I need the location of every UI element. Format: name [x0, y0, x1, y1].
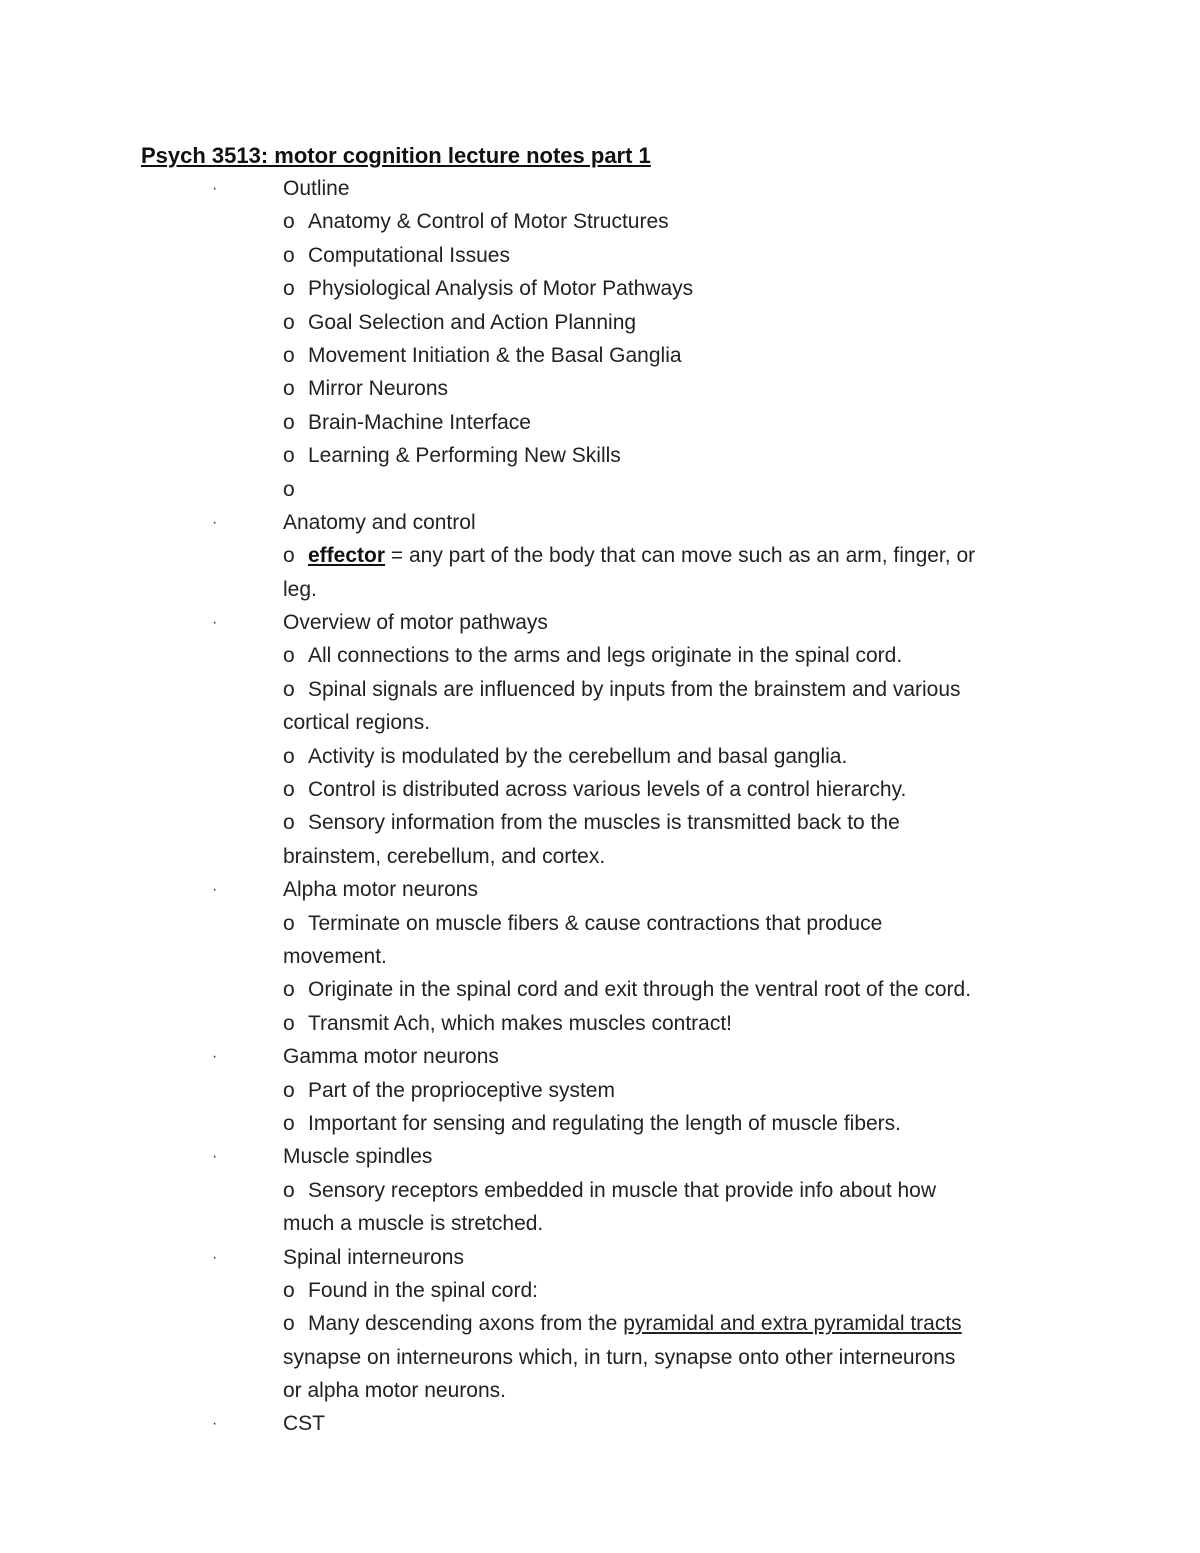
item-text: Sensory receptors embedded in muscle that provide info about how — [308, 1178, 937, 1202]
item-marker: o — [283, 778, 295, 802]
effector-definition: = any part of the body that can move such as an arm, finger, or — [385, 544, 976, 568]
item-text: All connections to the arms and legs originate in the spinal cord. — [308, 644, 903, 668]
item-text: Activity is modulated by the cerebellum and basal ganglia. — [308, 744, 848, 768]
spindles-item-continuation — [0, 1207, 1200, 1240]
anatomy-item — [0, 539, 1200, 572]
item-text: leg. — [283, 577, 317, 601]
heading-text: Anatomy and control — [283, 510, 476, 534]
item-marker: o — [283, 1111, 295, 1135]
item-text-lead: Many descending axons from the — [308, 1312, 624, 1336]
item-text: Sensory information from the muscles is transmitted back to the — [308, 811, 900, 835]
item-marker: o — [283, 310, 295, 334]
item-text — [308, 1307, 962, 1340]
item-marker: o — [283, 343, 295, 367]
bullet-dot: · — [212, 614, 218, 632]
gamma-item — [0, 1107, 1200, 1140]
item-marker: o — [283, 911, 295, 935]
item-text: Terminate on muscle fibers & cause contractions that produce — [308, 911, 883, 935]
notes-body — [0, 172, 1200, 1441]
item-text — [308, 539, 975, 572]
item-marker: o — [283, 444, 295, 468]
heading-text: Outline — [283, 177, 350, 200]
section-outline-heading — [0, 172, 1200, 205]
overview-item-continuation — [0, 840, 1200, 873]
outline-item-empty — [0, 473, 1200, 506]
section-anatomy-heading — [0, 506, 1200, 539]
section-overview-heading — [0, 606, 1200, 639]
spindles-item — [0, 1174, 1200, 1207]
item-marker: o — [283, 978, 295, 1002]
item-text: Mirror Neurons — [308, 377, 449, 401]
bullet-dot: · — [212, 1048, 218, 1066]
item-marker: o — [283, 1078, 295, 1102]
tracts-underlined-text: pyramidal and extra pyramidal tracts — [623, 1312, 962, 1336]
item-text: Physiological Analysis of Motor Pathways — [308, 277, 694, 301]
item-marker: o — [283, 811, 295, 835]
anatomy-item-continuation — [0, 573, 1200, 606]
item-marker: o — [283, 677, 295, 701]
item-marker: o — [283, 544, 295, 568]
bullet-dot: · — [212, 1148, 218, 1166]
heading-text: Gamma motor neurons — [283, 1045, 499, 1069]
overview-item — [0, 639, 1200, 672]
alpha-item — [0, 907, 1200, 940]
outline-item — [0, 272, 1200, 305]
bullet-dot: · — [212, 1415, 218, 1433]
item-text: Computational Issues — [308, 243, 510, 267]
heading-text: Muscle spindles — [283, 1145, 433, 1169]
bullet-dot: · — [212, 513, 218, 531]
item-marker: o — [283, 644, 295, 668]
bullet-dot: · — [212, 180, 218, 197]
item-marker: o — [283, 1011, 295, 1035]
section-gamma-heading — [0, 1040, 1200, 1073]
document-title: Psych 3513: motor cognition lecture notes part 1 — [141, 143, 651, 168]
item-text: or alpha motor neurons. — [283, 1379, 506, 1403]
outline-item — [0, 372, 1200, 405]
heading-text: CST — [283, 1412, 325, 1436]
overview-item-continuation — [0, 706, 1200, 739]
gamma-item — [0, 1074, 1200, 1107]
overview-item — [0, 773, 1200, 806]
item-text: Control is distributed across various levels of a control hierarchy. — [308, 778, 907, 802]
item-text: Found in the spinal cord: — [308, 1278, 538, 1302]
item-marker: o — [283, 744, 295, 768]
item-text: Learning & Performing New Skills — [308, 444, 621, 468]
interneurons-item-continuation — [0, 1374, 1200, 1407]
item-marker: o — [283, 1312, 295, 1336]
outline-item — [0, 306, 1200, 339]
item-text: Transmit Ach, which makes muscles contract! — [308, 1011, 733, 1035]
bullet-dot: · — [212, 1248, 218, 1266]
outline-item — [0, 205, 1200, 238]
item-text: Originate in the spinal cord and exit through the ventral root of the cord. — [308, 978, 972, 1002]
outline-item — [0, 239, 1200, 272]
heading-text: Overview of motor pathways — [283, 611, 548, 635]
item-marker: o — [283, 243, 295, 267]
item-text: Part of the proprioceptive system — [308, 1078, 615, 1102]
item-marker: o — [283, 477, 295, 501]
outline-item — [0, 339, 1200, 372]
bullet-dot: · — [212, 881, 218, 899]
item-marker: o — [283, 1278, 295, 1302]
overview-item — [0, 673, 1200, 706]
section-interneurons-heading — [0, 1241, 1200, 1274]
item-text: movement. — [283, 944, 387, 968]
item-marker: o — [283, 277, 295, 301]
heading-text: Alpha motor neurons — [283, 878, 478, 902]
item-text: Anatomy & Control of Motor Structures — [308, 210, 669, 234]
item-marker: o — [283, 377, 295, 401]
section-spindles-heading — [0, 1140, 1200, 1173]
section-alpha-heading — [0, 873, 1200, 906]
interneurons-item-continuation — [0, 1341, 1200, 1374]
interneurons-item — [0, 1307, 1200, 1340]
item-text: synapse on interneurons which, in turn, synapse onto other interneurons — [283, 1345, 956, 1369]
heading-text: Spinal interneurons — [283, 1245, 464, 1269]
item-text: much a muscle is stretched. — [283, 1212, 544, 1236]
alpha-item — [0, 1007, 1200, 1040]
item-text: Goal Selection and Action Planning — [308, 310, 637, 334]
alpha-item — [0, 973, 1200, 1006]
item-text: Important for sensing and regulating the length of muscle fibers. — [308, 1111, 902, 1135]
item-marker: o — [283, 210, 295, 234]
item-text: Movement Initiation & the Basal Ganglia — [308, 343, 682, 367]
item-marker: o — [283, 1178, 295, 1202]
item-text: Spinal signals are influenced by inputs from the brainstem and various — [308, 677, 961, 701]
overview-item — [0, 740, 1200, 773]
interneurons-item — [0, 1274, 1200, 1307]
outline-item — [0, 439, 1200, 472]
item-text: brainstem, cerebellum, and cortex. — [283, 844, 606, 868]
item-text: Brain-Machine Interface — [308, 410, 531, 434]
alpha-item-continuation — [0, 940, 1200, 973]
section-cst-heading — [0, 1407, 1200, 1440]
item-text: cortical regions. — [283, 711, 431, 735]
item-marker: o — [283, 410, 295, 434]
overview-item — [0, 806, 1200, 839]
outline-item — [0, 406, 1200, 439]
effector-term: effector — [308, 544, 386, 568]
